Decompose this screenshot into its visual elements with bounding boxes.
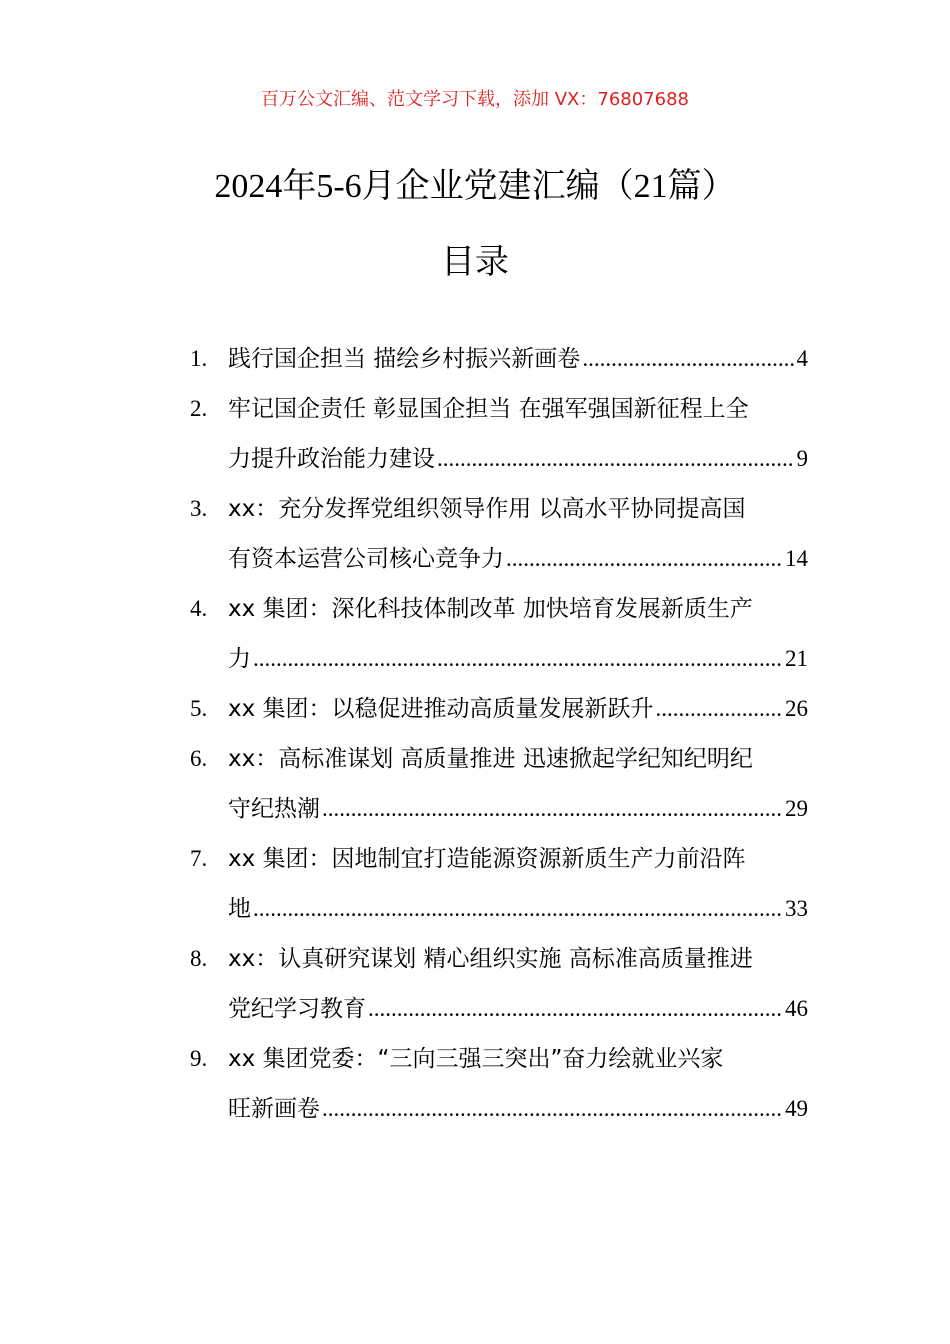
toc-entry-title: xx：认真研究谋划 精心组织实施 高标准高质量推进 <box>228 946 753 972</box>
title-year-suffix: 年 <box>282 166 317 206</box>
title-topic: 月企业党建汇编（ <box>361 166 634 206</box>
toc-entry-title-cont: 力提升政治能力建设 <box>228 446 435 472</box>
toc-entry-number: 4. <box>190 596 208 621</box>
toc-entry[interactable] <box>190 734 808 834</box>
toc-entry-title-cont: 地 <box>228 896 251 922</box>
toc-entry[interactable] <box>190 834 808 934</box>
toc-entry-title-cont: 力 <box>228 646 251 672</box>
toc-entry-page: 14 <box>785 546 808 571</box>
title-months: 5-6 <box>316 168 362 205</box>
toc-leader-dots <box>506 534 783 584</box>
toc-entry-page: 29 <box>785 796 808 821</box>
toc-leader-dots <box>253 884 783 934</box>
toc-leader-dots <box>253 634 783 684</box>
toc-entry-number: 7. <box>190 846 208 871</box>
toc-leader-dots <box>656 684 783 734</box>
toc-entry-number: 8. <box>190 946 208 971</box>
toc-entry-title: xx：高标准谋划 高质量推进 迅速掀起学纪知纪明纪 <box>228 746 753 772</box>
toc-entry-title: 牢记国企责任 彰显国企担当 在强军强国新征程上全 <box>228 396 749 422</box>
toc-entry-title: xx 集团：因地制宜打造能源资源新质生产力前沿阵 <box>228 846 746 872</box>
toc-entry-title-cont: 守纪热潮 <box>228 796 320 822</box>
promo-banner: 百万公文汇编、范文学习下载，添加 VX：76807688 <box>261 89 689 110</box>
toc-entry-page: 49 <box>785 1096 808 1121</box>
toc-entry-title: 践行国企担当 描绘乡村振兴新画卷 <box>228 346 581 372</box>
toc-leader-dots <box>437 434 795 484</box>
toc-entry[interactable] <box>190 384 808 484</box>
table-of-contents <box>190 334 808 1134</box>
toc-entry[interactable] <box>190 584 808 684</box>
toc-entry[interactable] <box>190 934 808 1034</box>
title-count-suffix: 篇） <box>667 166 736 206</box>
toc-entry-page: 33 <box>785 896 808 921</box>
toc-entry-page: 4 <box>796 346 808 371</box>
toc-entry-title-cont: 党纪学习教育 <box>228 996 366 1022</box>
toc-entry-number: 9. <box>190 1046 208 1071</box>
toc-heading: 目录 <box>441 242 509 282</box>
title-year: 2024 <box>214 168 283 205</box>
toc-entry-page: 26 <box>785 696 808 721</box>
document-title <box>0 162 950 211</box>
toc-entry-number: 3. <box>190 496 208 521</box>
toc-entry-page: 21 <box>785 646 808 671</box>
toc-entry[interactable] <box>190 1034 808 1134</box>
toc-entry-number: 5. <box>190 696 208 721</box>
toc-entry[interactable] <box>190 484 808 584</box>
toc-entry-number: 1. <box>190 346 208 371</box>
toc-entry-page: 46 <box>785 996 808 1021</box>
toc-leader-dots <box>368 984 783 1034</box>
toc-entry-title-cont: 有资本运营公司核心竞争力 <box>228 546 504 572</box>
toc-entry[interactable] <box>190 334 808 384</box>
toc-entry-title: xx：充分发挥党组织领导作用 以高水平协同提高国 <box>228 496 746 522</box>
toc-entry-title-cont: 旺新画卷 <box>228 1096 320 1122</box>
toc-entry-number: 6. <box>190 746 208 771</box>
toc-entry-number: 2. <box>190 396 208 421</box>
toc-leader-dots <box>322 1084 783 1134</box>
toc-leader-dots <box>322 784 783 834</box>
title-count: 21 <box>633 168 668 205</box>
toc-entry-page: 9 <box>796 446 808 471</box>
toc-entry-title: xx 集团：以稳促进推动高质量发展新跃升 <box>228 696 654 722</box>
toc-entry-title: xx 集团：深化科技体制改革 加快培育发展新质生产 <box>228 596 753 622</box>
toc-entry-title: xx 集团党委：“三向三强三突出”奋力绘就业兴家 <box>228 1046 724 1072</box>
toc-entry[interactable] <box>190 684 808 734</box>
toc-leader-dots <box>582 334 794 384</box>
